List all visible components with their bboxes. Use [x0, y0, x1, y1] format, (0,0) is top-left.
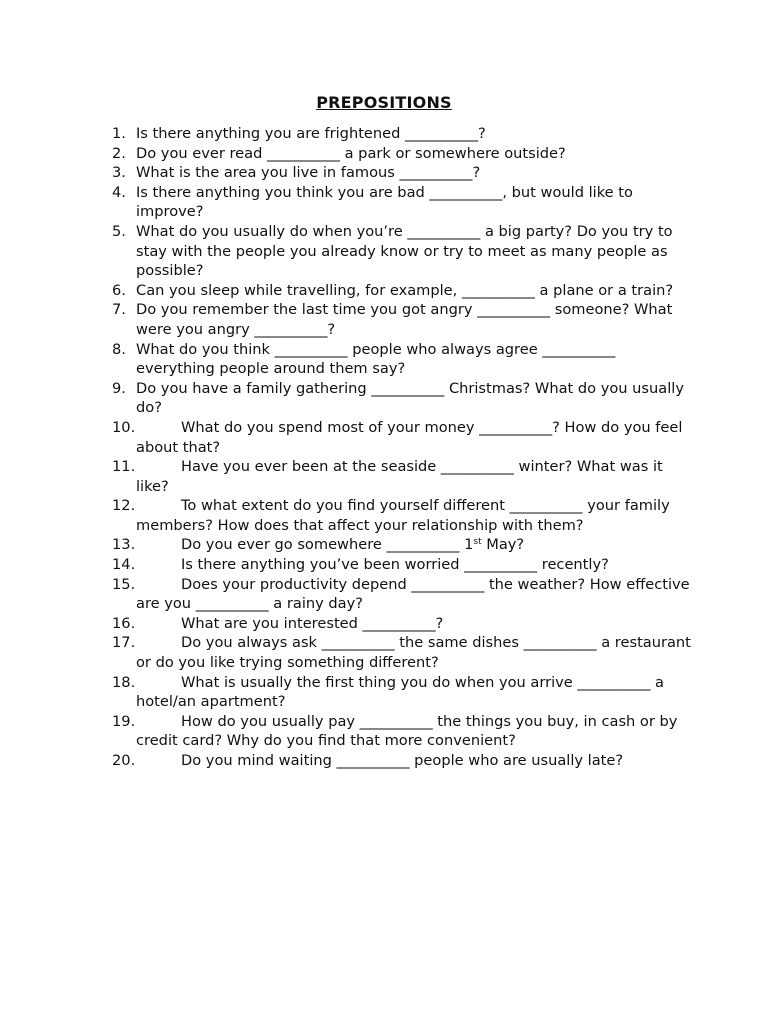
list-item: [112, 535, 692, 555]
question-text: Have you ever been at the seaside __________ winter? What was it like?: [136, 458, 663, 495]
question-text: Do you always ask __________ the same dishes __________ a restaurant or do you like trying something different?: [136, 634, 691, 672]
question-text: Is there anything you are frightened __________?: [136, 125, 486, 142]
question-number: 3.: [112, 164, 126, 182]
list-item: [112, 379, 692, 418]
question-text: What is the area you live in famous __________?: [136, 164, 481, 182]
question-number: 15.: [112, 575, 136, 593]
question-text-end: May?: [481, 536, 525, 554]
question-text: What are you interested __________?: [181, 614, 444, 632]
list-item: [112, 575, 692, 614]
list-item: [112, 496, 692, 535]
list-item: [112, 712, 692, 751]
question-text: What do you spend most of your money __________? How do you feel about that?: [136, 418, 683, 456]
question-text: Do you remember the last time you got angry __________ someone? What were you angry __________?: [136, 301, 673, 338]
question-text: Can you sleep while travelling, for example, __________ a plane or a train?: [136, 281, 674, 299]
question-text: What is usually the first thing you do when you arrive __________ a hotel/an apartment?: [136, 673, 664, 711]
list-item: [112, 144, 692, 164]
question-text: Do you have a family gathering __________ Christmas? What do you usually do?: [136, 379, 684, 417]
question-text: Does your productivity depend __________ the weather? How effective are you __________ a rainy day?: [136, 575, 690, 613]
question-number: 6.: [112, 281, 126, 299]
list-item: [112, 457, 692, 496]
list-item: [112, 340, 692, 379]
list-item: [112, 673, 692, 712]
list-item: [112, 418, 692, 457]
question-number: 17.: [112, 634, 136, 652]
list-item: [112, 614, 692, 634]
question-text: To what extent do you find yourself different __________ your family members? How does that affect your relationship with them?: [136, 497, 670, 534]
list-item: [112, 124, 692, 144]
question-number: 7.: [112, 301, 126, 319]
list-item: [112, 281, 692, 301]
question-number: 1.: [112, 125, 126, 142]
question-number: 16.: [112, 614, 136, 632]
question-number: 14.: [112, 556, 136, 574]
question-text: Do you mind waiting __________ people who are usually late?: [181, 752, 624, 769]
question-number: 20.: [112, 752, 136, 769]
question-number: 12.: [112, 497, 136, 515]
question-text: Is there anything you think you are bad __________, but would like to improve?: [136, 183, 633, 221]
question-number: 9.: [112, 379, 126, 397]
question-list: [112, 124, 692, 771]
question-number: 8.: [112, 340, 126, 358]
question-number: 13.: [112, 536, 136, 554]
question-text: Do you ever go somewhere __________ 1: [181, 536, 474, 554]
question-text: What do you think __________ people who always agree __________ everything people around them say?: [136, 340, 616, 378]
question-number: 5.: [112, 222, 126, 240]
list-item: [112, 555, 692, 575]
question-number: 18.: [112, 673, 136, 691]
list-item: [112, 633, 692, 672]
list-item: [112, 222, 692, 281]
question-number: 2.: [112, 144, 126, 162]
page-title: PREPOSITIONS: [316, 93, 452, 112]
list-item: [112, 163, 692, 183]
list-item: [112, 183, 692, 222]
question-text: Is there anything you’ve been worried __________ recently?: [181, 556, 609, 574]
ordinal-superscript: st: [473, 537, 482, 548]
question-number: 11.: [112, 458, 136, 476]
list-item: [112, 300, 692, 339]
question-text: How do you usually pay __________ the things you buy, in cash or by credit card? Why do you find that more convenient?: [136, 712, 678, 750]
question-number: 4.: [112, 183, 126, 201]
question-text: What do you usually do when you’re __________ a big party? Do you try to stay with the people you already know or try to meet as many people as possible?: [136, 222, 673, 280]
question-number: 19.: [112, 712, 136, 730]
list-item: [112, 751, 692, 771]
question-text: Do you ever read __________ a park or somewhere outside?: [136, 144, 566, 162]
question-number: 10.: [112, 418, 136, 436]
